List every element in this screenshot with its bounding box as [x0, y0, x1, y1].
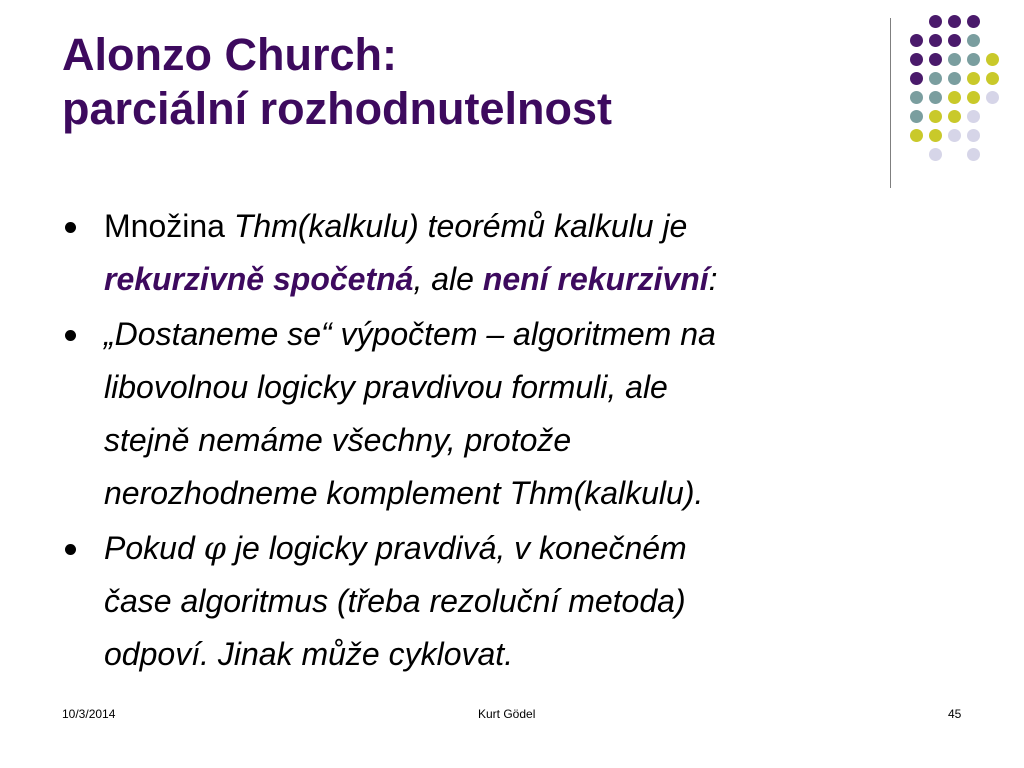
bullet-1-text-c: , ale — [413, 261, 483, 297]
bullet-3-line-2: čase algoritmus (třeba rezoluční metoda) — [104, 583, 686, 619]
decorative-dot-icon — [986, 72, 999, 85]
decorative-dot-icon — [910, 91, 923, 104]
decorative-dot-icon — [948, 72, 961, 85]
bullet-2-line-3: stejně nemáme všechny, protože — [104, 422, 572, 458]
decorative-dot-icon — [929, 110, 942, 123]
slide-title — [62, 28, 612, 136]
decorative-dot-icon — [910, 129, 923, 142]
bullet-1-keyword-b: není rekurzivní — [482, 261, 709, 297]
decorative-dot-icon — [910, 72, 923, 85]
bullet-3-line-1: je logicky pravdivá, v konečném — [226, 530, 687, 566]
slide-title-line1: Alonzo Church: — [62, 29, 397, 80]
decorative-dot-icon — [948, 34, 961, 47]
decorative-dot-icon — [967, 34, 980, 47]
bullet-1-text-a: Množina — [104, 208, 234, 244]
bullet-2-line-1: „Dostaneme se“ výpočtem – algoritmem na — [104, 316, 716, 352]
decorative-dot-icon — [929, 15, 942, 28]
phi-symbol: φ — [203, 529, 227, 567]
decorative-dot-icon — [986, 53, 999, 66]
bullet-3-lead: Pokud — [104, 530, 204, 566]
decorative-dot-icon — [967, 53, 980, 66]
decorative-dot-icon — [929, 129, 942, 142]
bullet-item-2 — [62, 308, 962, 520]
decorative-dot-icon — [929, 91, 942, 104]
decorative-dot-icon — [929, 148, 942, 161]
bullet-1-keyword-a: rekurzivně spočetná — [104, 261, 414, 297]
decorative-dot-icon — [967, 15, 980, 28]
decorative-dot-icon — [948, 91, 961, 104]
decorative-dot-icon — [948, 53, 961, 66]
bullet-list — [62, 200, 962, 683]
bullet-item-1 — [62, 200, 962, 306]
footer-center-text: Kurt Gödel — [478, 707, 536, 721]
decorative-dot-icon — [910, 34, 923, 47]
decorative-dot-icon — [967, 72, 980, 85]
decorative-dot-icon — [929, 34, 942, 47]
bullet-3-line-3: odpoví. Jinak může cyklovat. — [104, 636, 514, 672]
bullet-dot-icon — [65, 544, 76, 555]
decorative-dot-icon — [967, 129, 980, 142]
footer-page-number: 45 — [948, 707, 962, 721]
decorative-dot-icon — [967, 148, 980, 161]
decorative-dot-icon — [910, 110, 923, 123]
slide-title-line2: parciální rozhodnutelnost — [62, 83, 613, 134]
decorative-dot-icon — [948, 110, 961, 123]
bullet-1-text-b: Thm(kalkulu) teorémů kalkulu je — [233, 208, 688, 244]
decorative-dot-icon — [967, 91, 980, 104]
decorative-dot-icon — [929, 72, 942, 85]
bullet-1-text-d: : — [708, 261, 718, 297]
bullet-2-line-4: nerozhodneme komplement Thm(kalkulu). — [104, 475, 704, 511]
decorative-divider — [890, 18, 891, 188]
decorative-dot-icon — [986, 91, 999, 104]
decorative-dot-icon — [948, 129, 961, 142]
decorative-dot-icon — [967, 110, 980, 123]
bullet-dot-icon — [65, 222, 76, 233]
bullet-item-3 — [62, 522, 962, 681]
bullet-2-line-2: libovolnou logicky pravdivou formuli, ale — [104, 369, 668, 405]
decorative-dot-icon — [929, 53, 942, 66]
bullet-dot-icon — [65, 330, 76, 341]
footer-date: 10/3/2014 — [62, 707, 116, 721]
decorative-dot-icon — [910, 53, 923, 66]
decorative-dot-icon — [948, 15, 961, 28]
